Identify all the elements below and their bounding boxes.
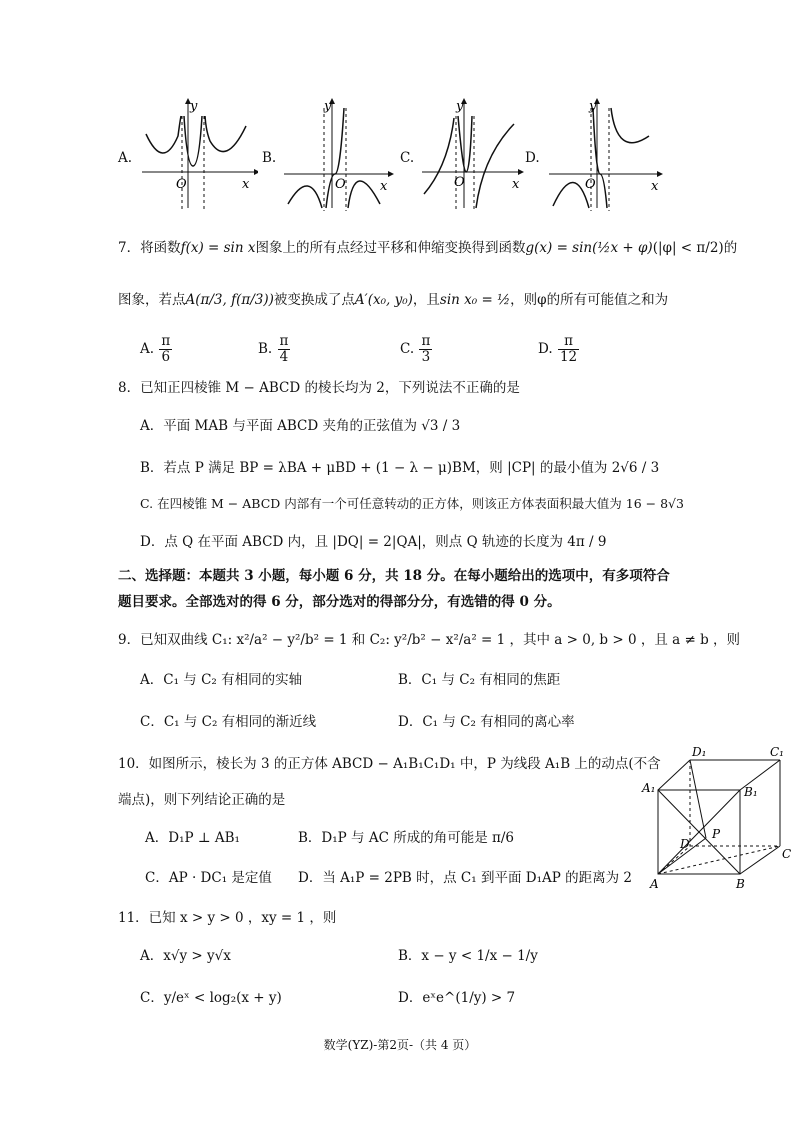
svg-text:O: O: [585, 177, 596, 192]
section2-line2: 题目要求。全部选对的得 6 分，部分选对的得部分分，有选错的得 0 分。: [118, 594, 561, 610]
q7-line2: 图象，若点A(π/3, f(π/3))被变换成了点A′(x₀, y₀)，且sin x₀ = ½，则φ的所有可能值之和为: [118, 292, 669, 308]
q10-cube-figure: [640, 742, 800, 892]
q6-a-origin: O: [176, 177, 187, 192]
q8-option-d: D．点 Q 在平面 ABCD 内，且 |DQ| = 2|QA|，则点 Q 轨迹的长度为 4π / 9: [140, 534, 607, 550]
svg-text:C₁: C₁: [770, 745, 784, 759]
svg-text:D₁: D₁: [692, 745, 707, 759]
q9-option-b: B．C₁ 与 C₂ 有相同的焦距: [398, 672, 561, 688]
q11-option-c: C．y/eˣ < log₂(x + y): [140, 990, 282, 1006]
svg-text:A: A: [650, 877, 659, 891]
svg-text:P: P: [712, 827, 721, 841]
svg-text:A₁: A₁: [642, 781, 656, 795]
q7-option-d: D. $\frac{\pi}{12}$: [538, 333, 578, 365]
q8-option-b: B．若点 P 满足 BP = λBA + μBD + (1 − λ − μ)BM，则 |CP| 的最小值为 2√6 / 3: [140, 460, 660, 476]
q10-line2: 端点)，则下列结论正确的是: [118, 792, 286, 808]
q7-option-b: B. $\frac{\pi}{4}$: [258, 333, 289, 365]
q6-option-c-label: C.: [400, 150, 415, 166]
q6-graph-a: [138, 96, 258, 214]
q6-option-d-label: D.: [525, 150, 540, 166]
q10-option-a: A．D₁P ⊥ AB₁: [145, 830, 240, 846]
q6-option-b-label: B.: [262, 150, 277, 166]
q6-option-a-label: A.: [118, 150, 133, 166]
svg-text:B₁: B₁: [744, 785, 758, 799]
q11-option-a: A．x√y > y√x: [140, 948, 231, 964]
svg-text:y: y: [456, 99, 464, 114]
q9-option-d: D．C₁ 与 C₂ 有相同的离心率: [398, 714, 575, 730]
q10-line1: 10．如图所示，棱长为 3 的正方体 ABCD − A₁B₁C₁D₁ 中，P 为线段 A₁B 上的动点(不含: [118, 756, 661, 772]
section2-line1: 二、选择题：本题共 3 小题，每小题 6 分，共 18 分。在每小题给出的选项中，有多项符合: [118, 568, 670, 584]
q8-stem: 8．已知正四棱锥 M − ABCD 的棱长均为 2，下列说法不正确的是: [118, 380, 520, 396]
q9-option-a: A．C₁ 与 C₂ 有相同的实轴: [140, 672, 303, 688]
q10-option-c: C．AP · DC₁ 是定值: [145, 870, 272, 886]
svg-text:O: O: [335, 177, 346, 192]
q6-graph-b: [280, 96, 395, 214]
q8-option-c: C. 在四棱锥 M − ABCD 内部有一个可任意转动的正方体，则该正方体表面积最大值为 16 − 8√3: [140, 496, 684, 511]
svg-text:C: C: [782, 847, 792, 861]
q9-stem: 9．已知双曲线 C₁: x²/a² − y²/b² = 1 和 C₂: y²/b² − x²/a² = 1 ，其中 a > 0, b > 0 ，且 a ≠ b ，则: [118, 632, 741, 648]
q11-stem: 11．已知 x > y > 0 ，xy = 1 ，则: [118, 910, 337, 926]
q8-option-a: A．平面 MAB 与平面 ABCD 夹角的正弦值为 √3 / 3: [140, 418, 461, 434]
svg-text:x: x: [512, 177, 520, 192]
q11-option-d: D．eˣe^(1/y) > 7: [398, 990, 516, 1006]
svg-text:y: y: [190, 99, 198, 114]
q7-option-c: C. $\frac{\pi}{3}$: [400, 333, 431, 365]
svg-text:y: y: [589, 99, 597, 114]
svg-text:x: x: [380, 179, 388, 194]
svg-text:x: x: [242, 177, 250, 192]
q10-option-b: B．D₁P 与 AC 所成的角可能是 π/6: [298, 830, 514, 846]
q6-graph-c: [418, 96, 526, 214]
q10-option-d: D．当 A₁P = 2PB 时，点 C₁ 到平面 D₁AP 的距离为 2: [298, 870, 632, 886]
svg-text:D: D: [680, 837, 690, 851]
q7-option-a: A. $\frac{\pi}{6}$: [140, 333, 171, 365]
svg-text:O: O: [454, 175, 465, 190]
q7-line1: 7．将函数f(x) = sin x图象上的所有点经过平移和伸缩变换得到函数g(x) = sin(½x + φ)(|φ| < π/2)的: [118, 240, 738, 256]
svg-text:y: y: [324, 99, 332, 114]
page-footer: 数学(YZ)-第2页-（共 4 页）: [323, 1038, 477, 1052]
q6-graph-d: [545, 96, 665, 214]
svg-text:x: x: [651, 179, 659, 194]
svg-text:B: B: [736, 877, 745, 891]
q9-option-c: C．C₁ 与 C₂ 有相同的渐近线: [140, 714, 317, 730]
q11-option-b: B．x − y < 1/x − 1/y: [398, 948, 538, 964]
